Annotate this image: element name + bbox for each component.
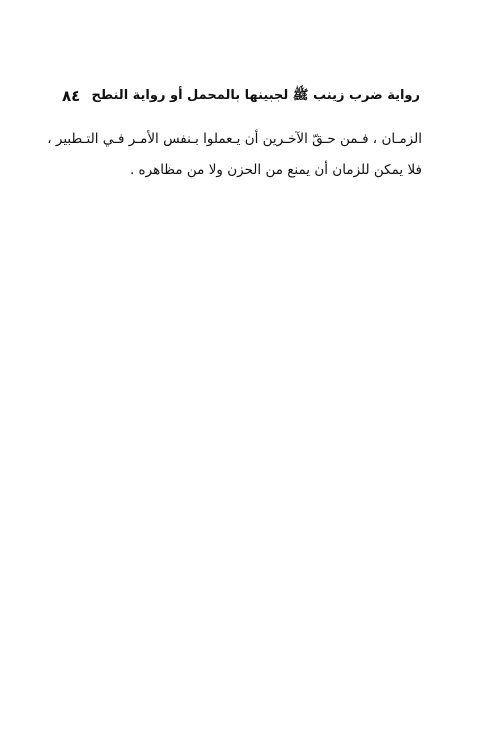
page-number: ٨٤: [62, 87, 81, 105]
chapter-title: رواية ضرب زينب ﷺ لجبينها بالمحمل أو رواية النطح: [91, 87, 420, 103]
running-header: [62, 84, 420, 108]
text-line: فلا يمكن للزمان أن يمنع من الحزن ولا من مظاهره .: [129, 162, 422, 178]
text-line: الزمـان ، فـمن حـقّ الآخـرين أن يـعملوا بـنفس الأمـر فـي التـطبير ،: [47, 131, 422, 147]
body-paragraph: [47, 124, 422, 186]
